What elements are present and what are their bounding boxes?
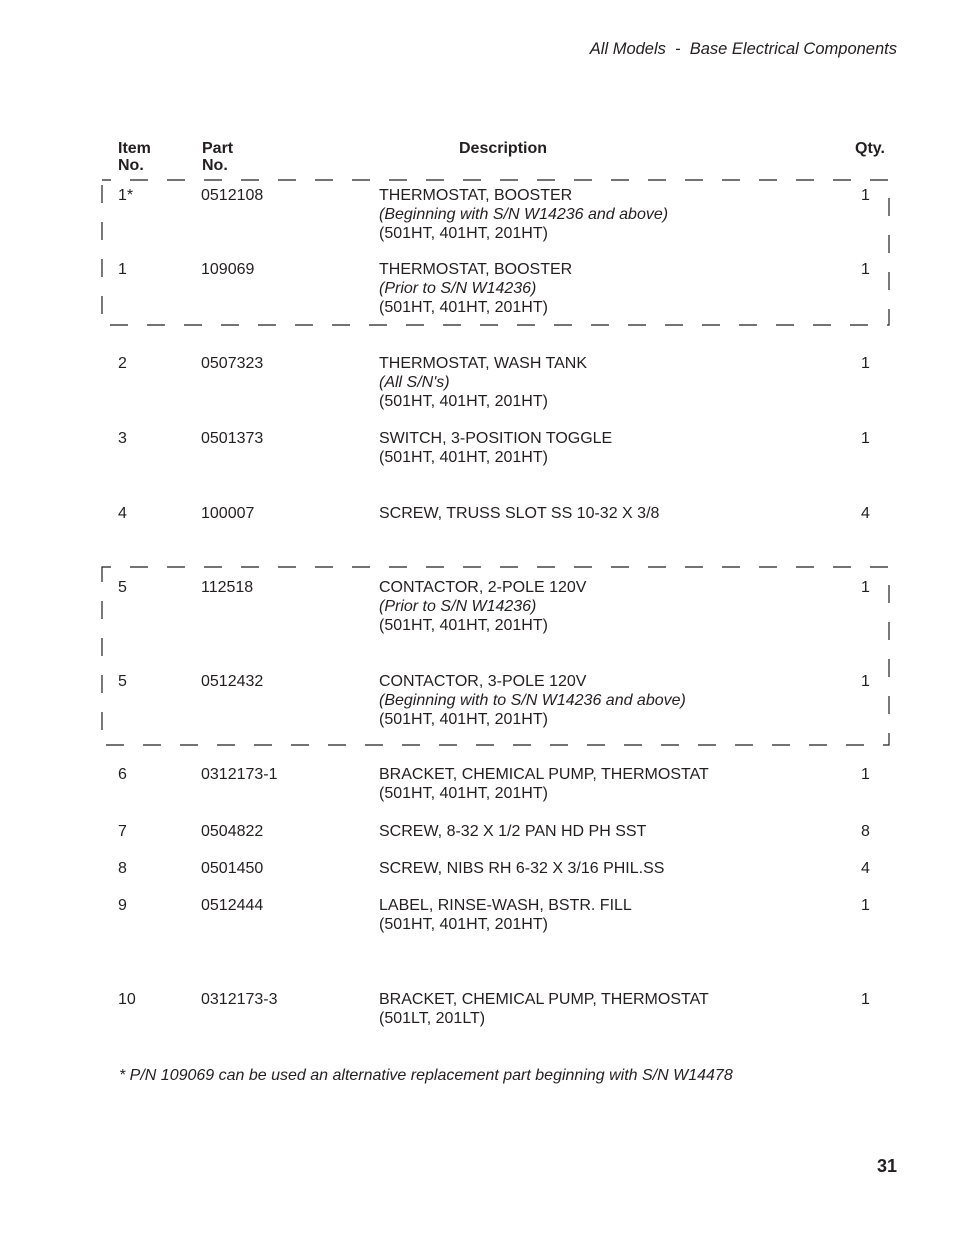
description-main: THERMOSTAT, BOOSTER bbox=[379, 261, 573, 278]
item-number: 4 bbox=[118, 505, 127, 522]
description bbox=[379, 822, 839, 841]
item-number: 8 bbox=[118, 860, 127, 877]
quantity: 1 bbox=[861, 766, 870, 783]
description-main: CONTACTOR, 2-POLE 120V bbox=[379, 579, 587, 596]
item-number: 1 bbox=[118, 261, 127, 278]
description-main: SWITCH, 3-POSITION TOGGLE bbox=[379, 430, 613, 447]
description bbox=[379, 990, 839, 1028]
part-number: 0512432 bbox=[201, 673, 264, 690]
column-header-description: Description bbox=[459, 140, 548, 157]
quantity: 1 bbox=[861, 187, 870, 204]
quantity: 1 bbox=[861, 261, 870, 278]
quantity: 4 bbox=[861, 505, 870, 522]
quantity: 1 bbox=[861, 579, 870, 596]
description-serial-note: (Beginning with to S/N W14236 and above) bbox=[379, 692, 686, 709]
column-header-part bbox=[202, 140, 233, 174]
description-serial-note: (All S/N's) bbox=[379, 374, 450, 391]
description bbox=[379, 186, 839, 243]
description-serial-note: (Prior to S/N W14236) bbox=[379, 598, 537, 615]
item-number: 9 bbox=[118, 897, 127, 914]
item-number: 7 bbox=[118, 823, 127, 840]
item-number: 3 bbox=[118, 430, 127, 447]
column-header-item-line2: No. bbox=[118, 157, 144, 174]
description-models: (501HT, 401HT, 201HT) bbox=[379, 711, 548, 728]
column-header-item bbox=[118, 140, 151, 174]
description-main: SCREW, 8-32 X 1/2 PAN HD PH SST bbox=[379, 823, 647, 840]
description bbox=[379, 896, 839, 934]
description-main: THERMOSTAT, WASH TANK bbox=[379, 355, 588, 372]
part-number: 112518 bbox=[201, 579, 254, 596]
part-number: 0501373 bbox=[201, 430, 264, 447]
part-number: 0507323 bbox=[201, 355, 264, 372]
footnote: * P/N 109069 can be used an alternative replacement part beginning with S/N W14478 bbox=[119, 1067, 733, 1084]
page-header-title: All Models - Base Electrical Components bbox=[589, 40, 897, 58]
part-number: 0501450 bbox=[201, 860, 264, 877]
description bbox=[379, 765, 839, 803]
part-number: 0512108 bbox=[201, 187, 264, 204]
description-main: THERMOSTAT, BOOSTER bbox=[379, 187, 573, 204]
quantity: 1 bbox=[861, 355, 870, 372]
quantity: 1 bbox=[861, 673, 870, 690]
description bbox=[379, 354, 839, 411]
description-main: LABEL, RINSE-WASH, BSTR. FILL bbox=[379, 897, 632, 914]
column-header-item-line1: Item bbox=[118, 140, 151, 157]
part-number: 0312173-1 bbox=[201, 766, 278, 783]
description bbox=[379, 504, 839, 523]
part-number: 0504822 bbox=[201, 823, 264, 840]
description bbox=[379, 672, 839, 729]
description-models: (501HT, 401HT, 201HT) bbox=[379, 617, 548, 634]
description-main: SCREW, NIBS RH 6-32 X 3/16 PHIL.SS bbox=[379, 860, 665, 877]
description bbox=[379, 578, 839, 635]
description-models: (501LT, 201LT) bbox=[379, 1010, 486, 1027]
item-number: 10 bbox=[118, 991, 136, 1008]
item-number: 2 bbox=[118, 355, 127, 372]
page-number: 31 bbox=[876, 1156, 897, 1176]
description-models: (501HT, 401HT, 201HT) bbox=[379, 449, 548, 466]
description-models: (501HT, 401HT, 201HT) bbox=[379, 393, 548, 410]
quantity: 8 bbox=[861, 823, 870, 840]
description-models: (501HT, 401HT, 201HT) bbox=[379, 785, 548, 802]
description bbox=[379, 859, 839, 878]
quantity: 1 bbox=[861, 897, 870, 914]
column-header-part-line2: No. bbox=[202, 157, 228, 174]
part-number: 109069 bbox=[201, 261, 255, 278]
description bbox=[379, 429, 839, 467]
description-main: BRACKET, CHEMICAL PUMP, THERMOSTAT bbox=[379, 766, 709, 783]
quantity: 4 bbox=[861, 860, 870, 877]
part-number: 0312173-3 bbox=[201, 991, 278, 1008]
description-serial-note: (Prior to S/N W14236) bbox=[379, 280, 537, 297]
description-models: (501HT, 401HT, 201HT) bbox=[379, 916, 548, 933]
description-serial-note: (Beginning with S/N W14236 and above) bbox=[379, 206, 669, 223]
description-models: (501HT, 401HT, 201HT) bbox=[379, 299, 548, 316]
description-main: CONTACTOR, 3-POLE 120V bbox=[379, 673, 587, 690]
column-header-part-line1: Part bbox=[202, 140, 234, 157]
description-models: (501HT, 401HT, 201HT) bbox=[379, 225, 548, 242]
part-number: 100007 bbox=[201, 505, 255, 522]
item-number: 5 bbox=[118, 579, 127, 596]
quantity: 1 bbox=[861, 430, 870, 447]
column-header-qty: Qty. bbox=[855, 140, 885, 157]
item-number: 6 bbox=[118, 766, 127, 783]
description bbox=[379, 260, 839, 317]
description-main: BRACKET, CHEMICAL PUMP, THERMOSTAT bbox=[379, 991, 709, 1008]
description-main: SCREW, TRUSS SLOT SS 10-32 X 3/8 bbox=[379, 505, 660, 522]
quantity: 1 bbox=[861, 991, 870, 1008]
item-number: 1* bbox=[118, 187, 134, 204]
item-number: 5 bbox=[118, 673, 127, 690]
part-number: 0512444 bbox=[201, 897, 264, 914]
